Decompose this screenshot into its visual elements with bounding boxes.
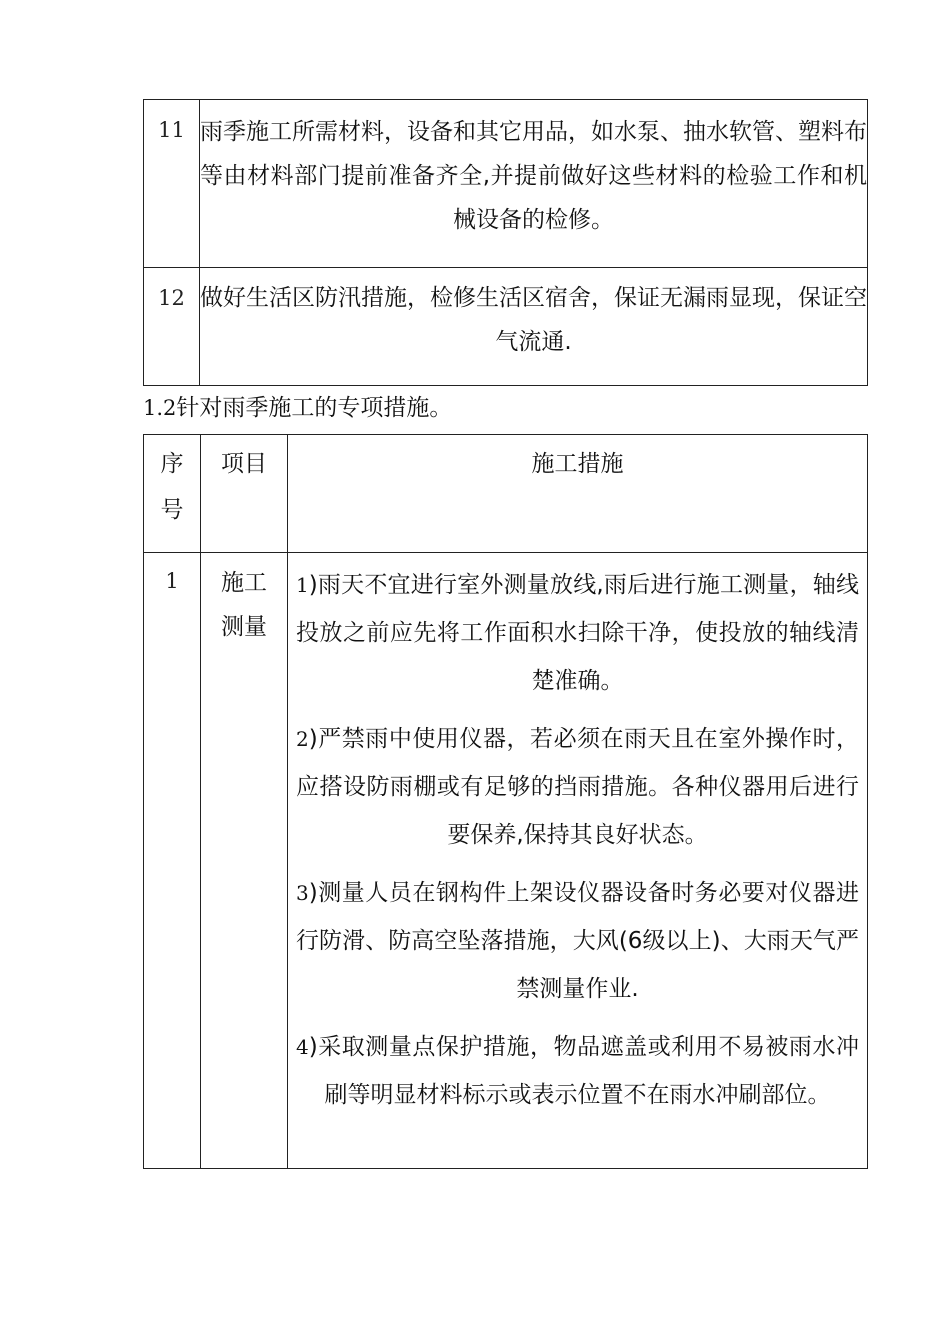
paragraph-number: 4: [296, 1035, 309, 1059]
section-number: 1.2: [143, 396, 177, 420]
section-title: 针对雨季施工的专项措施。: [176, 395, 453, 421]
row-number: 11: [144, 100, 200, 268]
measures-table: [143, 434, 868, 1169]
measure-paragraph: [296, 715, 859, 859]
table-row: [144, 268, 868, 386]
paragraph-number: 3: [296, 881, 309, 905]
row-number: 1: [144, 553, 201, 1169]
table-header-row: [144, 435, 868, 553]
measure-paragraph: [296, 1023, 859, 1119]
paragraph-text: )测量人员在钢构件上架设仪器设备时务必要对仪器进行防滑、防高空坠落措施，大风(6级以上)、大雨天气严禁测量作业.: [296, 880, 859, 1002]
table-row: [144, 100, 868, 268]
table-row: [144, 553, 868, 1169]
row-item: 施工测量: [201, 553, 288, 1169]
header-item: 项目: [201, 435, 288, 553]
measure-paragraph: [296, 869, 859, 1013]
paragraph-number: 1: [296, 573, 309, 597]
row-text: 雨季施工所需材料，设备和其它用品，如水泵、抽水软管、塑料布等由材料部门提前准备齐全,并提前做好这些材料的检验工作和机械设备的检修。: [200, 100, 868, 268]
paragraph-text: )采取测量点保护措施，物品遮盖或利用不易被雨水冲刷等明显材料标示或表示位置不在雨水冲刷部位。: [308, 1034, 859, 1108]
row-measures: [288, 553, 868, 1169]
paragraph-text: )严禁雨中使用仪器，若必须在雨天且在室外操作时，应搭设防雨棚或有足够的挡雨措施。各种仪器用后进行要保养,保持其良好状态。: [296, 726, 859, 848]
row-text: 做好生活区防汛措施，检修生活区宿舍，保证无漏雨显现，保证空气流通.: [200, 268, 868, 386]
paragraph-text: )雨天不宜进行室外测量放线,雨后进行施工测量，轴线投放之前应先将工作面积水扫除干净，使投放的轴线清楚准确。: [296, 572, 859, 694]
header-measures: 施工措施: [288, 435, 868, 553]
table-continued: [143, 99, 868, 386]
row-number: 12: [144, 268, 200, 386]
header-seq: 序号: [144, 435, 201, 553]
paragraph-number: 2: [296, 727, 309, 751]
section-heading: [143, 388, 452, 428]
measure-paragraph: [296, 561, 859, 705]
